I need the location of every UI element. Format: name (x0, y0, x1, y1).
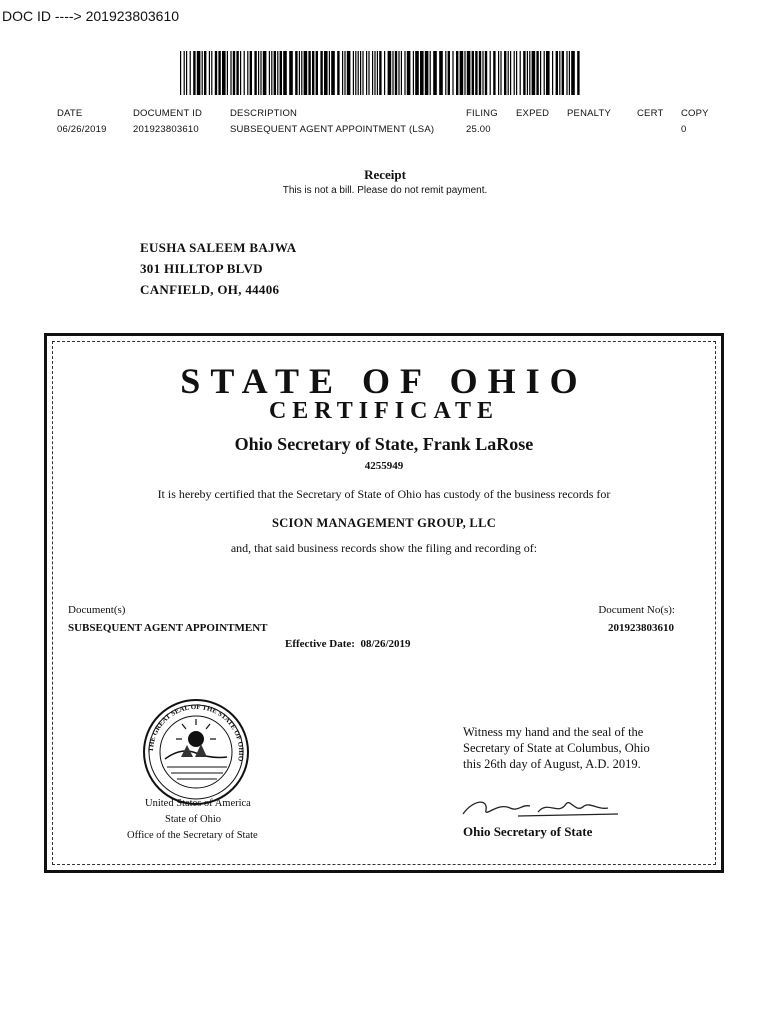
documents-label: Document(s) (68, 604, 126, 616)
col-copy: COPY (681, 108, 709, 119)
receipt-note: This is not a bill. Please do not remit payment. (282, 185, 488, 196)
effective-date-label: Effective Date: (285, 638, 355, 650)
effective-date: 08/26/2019 (360, 638, 411, 650)
col-exped: EXPED (516, 108, 550, 119)
left-line-3: Office of the Secretary of State (127, 830, 258, 841)
col-cert: CERT (637, 108, 664, 119)
col-penalty: PENALTY (567, 108, 611, 119)
barcode-image (180, 51, 584, 95)
receipt-title: Receipt (364, 167, 406, 182)
row-date: 06/26/2019 (57, 124, 107, 135)
seal-text: THE GREAT SEAL OF THE STATE OF OHIO (146, 702, 246, 762)
document-nos-label: Document No(s): (598, 604, 675, 616)
left-line-2: State of Ohio (165, 814, 221, 825)
secretary-title: Ohio Secretary of State, Frank LaRose (234, 434, 534, 454)
certified-text: It is hereby certified that the Secretary of State of Ohio has custody of the business records for (157, 487, 611, 501)
document-name: SUBSEQUENT AGENT APPOINTMENT (68, 622, 268, 634)
effective-date-line (285, 638, 411, 650)
row-copy: 0 (681, 124, 687, 135)
certificate-title: CERTIFICATE (268, 398, 500, 424)
certificate-number: 4255949 (364, 460, 404, 472)
row-filing: 25.00 (466, 124, 491, 135)
signature-image (458, 792, 628, 822)
state-title: STATE OF OHIO (180, 361, 588, 401)
witness-line-1: Witness my hand and the seal of the (463, 725, 644, 739)
witness-line-3: this 26th day of August, A.D. 2019. (463, 757, 641, 771)
filing-statement: and, that said business records show the filing and recording of: (230, 541, 538, 555)
document-number: 201923803610 (608, 622, 674, 634)
col-filing: FILING (466, 108, 498, 119)
col-document-id: DOCUMENT ID (133, 108, 203, 119)
address-city: CANFIELD, OH, 44406 (140, 282, 280, 297)
row-description: SUBSEQUENT AGENT APPOINTMENT (LSA) (230, 124, 435, 135)
certificate-inner-border (52, 341, 716, 865)
state-seal-image (141, 697, 251, 807)
address-street: 301 HILLTOP BLVD (140, 261, 263, 276)
witness-line-2: Secretary of State at Columbus, Ohio (463, 741, 650, 755)
left-line-1: United States of America (145, 798, 251, 809)
signer-title: Ohio Secretary of State (463, 824, 593, 839)
row-document-id: 201923803610 (133, 124, 199, 135)
company-name: SCION MANAGEMENT GROUP, LLC (271, 516, 497, 530)
col-description: DESCRIPTION (230, 108, 298, 119)
certificate-frame (44, 333, 724, 873)
col-date: DATE (57, 108, 83, 119)
doc-id-line: DOC ID ----> 201923803610 (2, 8, 180, 24)
address-name: EUSHA SALEEM BAJWA (140, 240, 297, 255)
